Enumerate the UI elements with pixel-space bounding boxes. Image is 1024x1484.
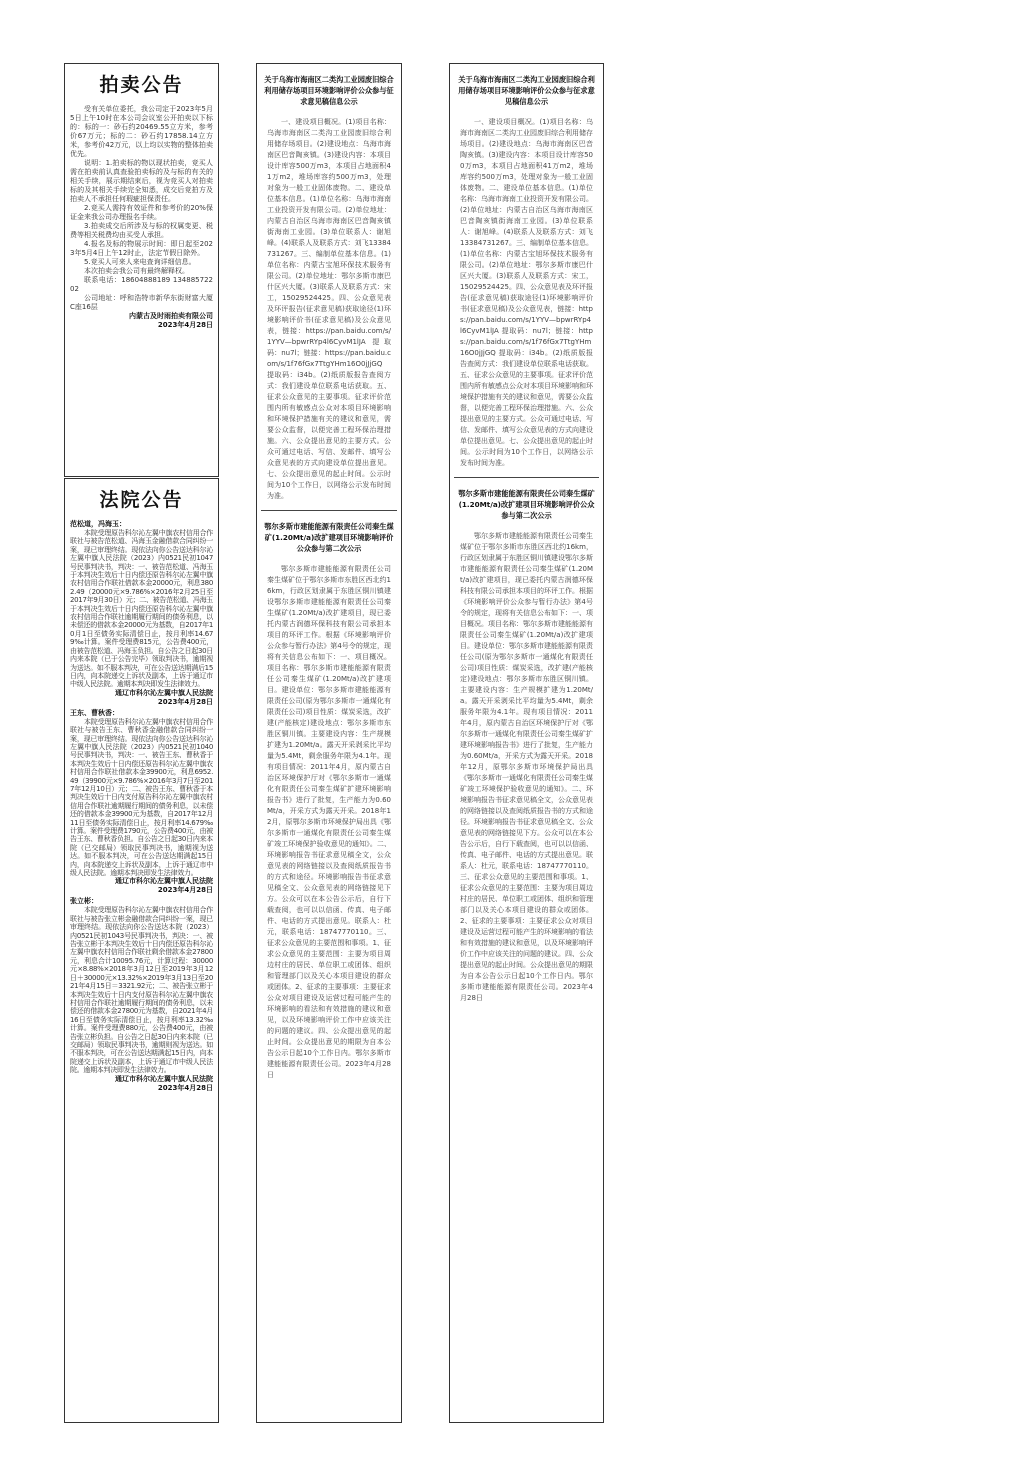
- auction-paragraph: 说明：1.拍卖标的物以现状拍卖，竞买人需在拍卖前认真查验拍卖标的及与标的有关的相关手续，展示期结束后，视为竞买人对拍卖标的及其相关手续完全知悉，成交后竞拍方及拍卖人不承担任何瑕疵担保责任。: [70, 159, 213, 203]
- separator: [454, 477, 599, 478]
- court-name: 通辽市科尔沁左翼中旗人民法院: [115, 877, 213, 886]
- court-notice-date: 2023年4月28日: [157, 886, 213, 895]
- eia-title-1: 关于乌海市海南区二类沟工业园废旧综合利用储存场项目环境影响评价公众参与征求意见稿信息公示: [264, 75, 394, 106]
- court-notice-date: 2023年4月28日: [157, 697, 213, 706]
- eia-title-1-copy: 关于乌海市海南区二类沟工业园废旧综合利用储存场项目环境影响评价公众参与征求意见稿信息公示: [458, 75, 595, 106]
- auction-paragraph: 2.竞买人需持有效证件和参考价的20%保证金来我公司办理报名手续。: [70, 204, 213, 221]
- court-notice-date: 2023年4月28日: [157, 1083, 213, 1092]
- court-notice-body: 本院受理原告科尔沁左翼中旗农村信用合作联社与被告范松道、冯海玉金融借款合同纠纷一案，现已审理终结。现依法向你公告送达科尔沁左翼中旗人民法院（2023）内0521民初1047号民事判决书，判决：一、被告范松道、冯海玉于本判决生效后十日内偿还原告科尔沁左翼中旗农村信用合作联社借款本金20000元，利息3802.49（20000元×9.786%×2016年2月25日至2017年9月30日）元；二、被告范松道、冯海玉于本判决生效后十日内偿还原告科尔沁左翼中旗农村信用合作联社逾期履行期间的债务利息，以未偿还的借款本金20000元为基数，自2017年10月1日至债务实际清偿日止，按月利率14.679‰计算。案件受理费815元，公告费400元，由被告范松道、冯海玉负担。自公告之日起30日内来本院（已于公告完毕）领取判决书，逾期视为送达。如不服本判决，可在公告送达期满后15日内，向本院递交上诉状及副本，上诉于通辽市中级人民法院。逾期本判决即发生法律效力。: [70, 529, 213, 689]
- separator: [261, 510, 397, 511]
- court-notice-body: 本院受理原告科尔沁左翼中旗农村信用合作联社与被告张立彬金融借款合同纠纷一案，现已审理终结。现依法向你公告送达本院（2023）内0521民初1043号民事判决书，判决：一、被告张立彬于本判决生效后十日内偿还原告科尔沁左翼中旗农村信用合作联社剩余借款本金27800元，利息合计10095.76元，计算过程：30000元×8.88%×2018年3月12日至2019年3月12日＋30000元×13.32%×2019年3月13日至2021年4月15日＝3321.92元；二、被告张立彬于本判决生效后十日内支付原告科尔沁左翼中旗农村信用合作联社逾期履行期间的债务利息，以未偿还的借款本金27800元为基数，自2021年4月16日至债务实际清偿日止，按月利率13.32‰计算。案件受理费880元，公告费400元，由被告张立彬负担。自公告之日起30日内来本院（已交邮局）领取民事判决书，逾期则视为送达。如不服本判决，可在公告送达期满起15日内，向本院递交上诉状及副本，上诉于通辽市中级人民法院。逾期本判决即发生法律效力。: [70, 906, 213, 1075]
- auction-paragraph: 受有关单位委托，我公司定于2023年5月5日上午10时在本公司会议室公开拍卖以下标的：标的一：砂石约20469.55立方米，参考价67万元；标的二：砂石约17858.14立方米，参考价42万元，以上均以实物的整体拍卖优先。: [70, 105, 213, 158]
- court-notice: [64, 478, 219, 1423]
- auction-paragraph: 3.拍卖成交后所涉及与标的权属变更、税费等相关税费均由买受人承担。: [70, 222, 213, 239]
- court-notice-recipient: 王东、曹秋香：: [70, 708, 119, 717]
- eia-body-2: 鄂尔多斯市建能能源有限责任公司秦生煤矿位于鄂尔多斯市东胜区西北约16km，行政区划隶属于东胜区铜川镇建设鄂尔多斯市建能能源有限责任公司秦生煤矿(1.20Mt/a)改扩建项目，现已委托内蒙古润德环保科技有限公司承担本项目的环评工作。根据《环境影响评价公众参与暂行办法》第4号令的规定，现将有关信息公布如下：一、项目概况。项目名称：鄂尔多斯市建能能源有限责任公司秦生煤矿(1.20Mt/a)改扩建项目。建设单位：鄂尔多斯市建能能源有限责任公司(原为鄂尔多斯市一通煤化有限责任公司)项目性质：煤炭采选，改扩建(产能核定)建设地点：鄂尔多斯市东胜区铜川镇。主要建设内容：生产规模扩建为1.20Mt/a。露天开采剥采比平均量为5.4Mt，剩余服务年限为4.1年。现有项目情况：2011年4月，原内蒙古自治区环境保护厅对《鄂尔多斯市一通煤化有限责任公司秦生煤矿扩建环境影响报告书》进行了批复，生产能力为0.60Mt/a，开采方式为露天开采。2018年12月，原鄂尔多斯市环境保护局出具《鄂尔多斯市一通煤化有限责任公司秦生煤矿竣工环境保护验收意见的通知》。二、环境影响报告书征求意见稿全文，公众意见表的网络链接以及查阅纸质报告书的方式和途径。环境影响报告书征求意见稿全文、公众意见表的网络链接见下方。公众可以在本公告公示后，自行下载查阅，也可以以信函、传真、电子邮件、电话的方式提出意见。联系人：杜元，联系电话：18747770110。三、征求公众意见的主要范围和事项。1、征求公众意见的主要范围：主要为项目周边村庄的居民、单位职工或团体、组织和管理部门以及关心本项目建设的群众或团体。2、征求的主要事项：主要征求公众对项目建设及运营过程可能产生的环境影响的看法和有效措施的建议和意见，以及环境影响评价工作中应该关注的问题的建议。四、公众提出意见的起止时间。公众提出意见的期限为自本公告公示日起10个工作日内。鄂尔多斯市建能能源有限责任公司。2023年4月28日: [267, 565, 391, 1079]
- court-name: 通辽市科尔沁左翼中旗人民法院: [115, 688, 213, 697]
- auction-paragraph: 本次拍卖会我公司有最终解释权。: [84, 267, 189, 275]
- auction-paragraph: 公司地址：呼和浩特市新华东街财富大厦C座16层: [70, 294, 213, 311]
- auction-paragraph: 4.报名及标的物展示时间：即日起至2023年5月4日上午12时止，法定节假日除外。: [70, 240, 213, 257]
- court-title: 法院公告: [99, 489, 184, 511]
- eia-column-right: [449, 63, 604, 1423]
- eia-column-left: [256, 63, 402, 1423]
- auction-paragraph: 联系电话：18604888189 13488572202: [70, 276, 213, 293]
- auction-title: 拍卖公告: [99, 74, 184, 96]
- auction-notice: [64, 63, 219, 477]
- auction-date: 2023年4月28日: [157, 321, 213, 329]
- auction-paragraph: 5.竞买人可来人来电查询详细信息。: [84, 258, 196, 266]
- auction-company: 内蒙古及时雨拍卖有限公司: [129, 312, 213, 320]
- eia-title-2-copy: 鄂尔多斯市建能能源有限责任公司秦生煤矿(1.20Mt/a)改扩建项目环境影响评价公众参与第二次公示: [458, 489, 595, 520]
- court-notice-list: [65, 520, 218, 1093]
- court-notice-recipient: 范松道，冯海玉：: [70, 520, 126, 528]
- eia-body-2-copy: 鄂尔多斯市建能能源有限责任公司秦生煤矿位于鄂尔多斯市东胜区西北约16km，行政区划隶属于东胜区铜川镇建设鄂尔多斯市建能能源有限责任公司秦生煤矿(1.20Mt/a)改扩建项目，现已委托内蒙古润德环保科技有限公司承担本项目的环评工作。根据《环境影响评价公众参与暂行办法》第4号令的规定，现将有关信息公布如下：一、项目概况。项目名称：鄂尔多斯市建能能源有限责任公司秦生煤矿(1.20Mt/a)改扩建项目。建设单位：鄂尔多斯市建能能源有限责任公司(原为鄂尔多斯市一通煤化有限责任公司)项目性质：煤炭采选，改扩建(产能核定)建设地点：鄂尔多斯市东胜区铜川镇。主要建设内容：生产规模扩建为1.20Mt/a。露天开采剥采比平均量为5.4Mt，剩余服务年限为4.1年。现有项目情况：2011年4月，原内蒙古自治区环境保护厅对《鄂尔多斯市一通煤化有限责任公司秦生煤矿扩建环境影响报告书》进行了批复，生产能力为0.60Mt/a，开采方式为露天开采。2018年12月，原鄂尔多斯市环境保护局出具《鄂尔多斯市一通煤化有限责任公司秦生煤矿竣工环境保护验收意见的通知》。二、环境影响报告书征求意见稿全文，公众意见表的网络链接以及查阅纸质报告书的方式和途径。环境影响报告书征求意见稿全文、公众意见表的网络链接见下方。公众可以在本公告公示后，自行下载查阅，也可以以信函、传真、电子邮件、电话的方式提出意见。联系人：杜元，联系电话：18747770110。三、征求公众意见的主要范围和事项。1、征求公众意见的主要范围：主要为项目周边村庄的居民、单位职工或团体、组织和管理部门以及关心本项目建设的群众或团体。2、征求的主要事项：主要征求公众对项目建设及运营过程可能产生的环境影响的看法和有效措施的建议和意见，以及环境影响评价工作中应该关注的问题的建议。四、公众提出意见的起止时间。公众提出意见的期限为自本公告公示日起10个工作日内。鄂尔多斯市建能能源有限责任公司。2023年4月28日: [460, 532, 593, 1002]
- eia-title-2: 鄂尔多斯市建能能源有限责任公司秦生煤矿(1.20Mt/a)改扩建项目环境影响评价公众参与第二次公示: [264, 522, 394, 553]
- eia-body-1: 一、建设项目概况。(1)项目名称：乌海市海南区二类沟工业园废旧综合利用储存场项目。(2)建设地点：乌海市海南区巴音陶亥镇。(3)建设内容：本项目设计库容500万m3，本项目占地面积41万m2，堆场库容约500万m3，处理对象为一般工业固体废物。二、建设单位基本信息。(1)单位名称：乌海市海南工业投资开发有限公司。(2)单位地址：内蒙古自治区乌海市海南区巴音陶亥镇街海南工业园。(3)单位联系人：谢旭峰。(4)联系人及联系方式：刘飞13384731267。三、编制单位基本信息。(1)单位名称：内蒙古宝旭环保技术服务有限公司。(2)单位地址：鄂尔多斯市康巴什区兴大厦。(3)联系人及联系方式：宋工，15029524425。四、公众意见表及环评报告(征求意见稿)获取途径(1)环境影响评价书(征求意见稿)及公众意见表，链接：https://pan.baidu.com/s/1YYV—bpwrRYp4l6CyvM1lJA 提取码：nu7l；链接：https://pan.baidu.com/s/1f76fGx7TtgYHm16O0jJjGQ 提取码：i34b。(2)纸质版报告查阅方式：我们建设单位联系电话获取。五、征求公众意见的主要事项。征求评价范围内所有敏感点公众对本项目环境影响和环境保护措施有关的建议和意见，需要公众监督，以便完善工程环保治理措施。六、公众提出意见的主要方式。公众可通过电话、写信、发邮件、填写公众意见表的方式向建设单位提出意见。七、公众提出意见的起止时间。公示时间为10个工作日，以网络公示发布时间为准。: [267, 118, 391, 500]
- eia-body-1-copy: 一、建设项目概况。(1)项目名称：乌海市海南区二类沟工业园废旧综合利用储存场项目。(2)建设地点：乌海市海南区巴音陶亥镇。(3)建设内容：本项目设计库容500万m3，本项目占地面积41万m2，堆场库容约500万m3，处理对象为一般工业固体废物。二、建设单位基本信息。(1)单位名称：乌海市海南工业投资开发有限公司。(2)单位地址：内蒙古自治区乌海市海南区巴音陶亥镇街海南工业园。(3)单位联系人：谢旭峰。(4)联系人及联系方式：刘飞13384731267。三、编制单位基本信息。(1)单位名称：内蒙古宝旭环保技术服务有限公司。(2)单位地址：鄂尔多斯市康巴什区兴大厦。(3)联系人及联系方式：宋工，15029524425。四、公众意见表及环评报告(征求意见稿)获取途径(1)环境影响评价书(征求意见稿)及公众意见表，链接：https://pan.baidu.com/s/1YYV—bpwrRYp4l6CyvM1lJA 提取码：nu7l；链接：https://pan.baidu.com/s/1f76fGx7TtgYHm16O0jJjGQ 提取码：i34b。(2)纸质版报告查阅方式：我们建设单位联系电话获取。五、征求公众意见的主要事项。征求评价范围内所有敏感点公众对本项目环境影响和环境保护措施有关的建议和意见，需要公众监督，以便完善工程环保治理措施。六、公众提出意见的主要方式。公众可通过电话、写信、发邮件、填写公众意见表的方式向建设单位提出意见。七、公众提出意见的起止时间。公示时间为10个工作日，以网络公示发布时间为准。: [460, 118, 593, 467]
- court-notice-recipient: 张立彬：: [70, 897, 98, 906]
- court-name: 通辽市科尔沁左翼中旗人民法院: [115, 1074, 213, 1083]
- court-notice-body: 本院受理原告科尔沁左翼中旗农村信用合作联社与被告王东、曹秋香金融借款合同纠纷一案，现已审理终结。现依法向你公告送达科尔沁左翼中旗人民法院（2023）内0521民初1040号民事判决书，判决：一、被告王东、曹秋香于本判决生效后十日内偿还原告科尔沁左翼中旗农村信用合作联社借款本金39900元，利息6952.49（39900元×9.786%×2016年3月7日至2017年12月10日）元；二、被告王东、曹秋香于本判决生效后十日内支付原告科尔沁左翼中旗农村信用合作联社逾期履行期间的债务利息，以未偿还的借款本金39900元为基数，自2017年12月11日至债务实际清偿日止，按月利率14.679‰计算。案件受理费1790元，公告费400元，由被告王东、曹秋香负担。自公告之日起30日内来本院（已交邮局）领取民事判决书，逾期视为送达。如不服本判决，可在公告送达期满起15日内，向本院递交上诉状及副本，上诉于通辽市中级人民法院。逾期本判决即发生法律效力。: [70, 717, 213, 878]
- auction-body: [65, 105, 218, 312]
